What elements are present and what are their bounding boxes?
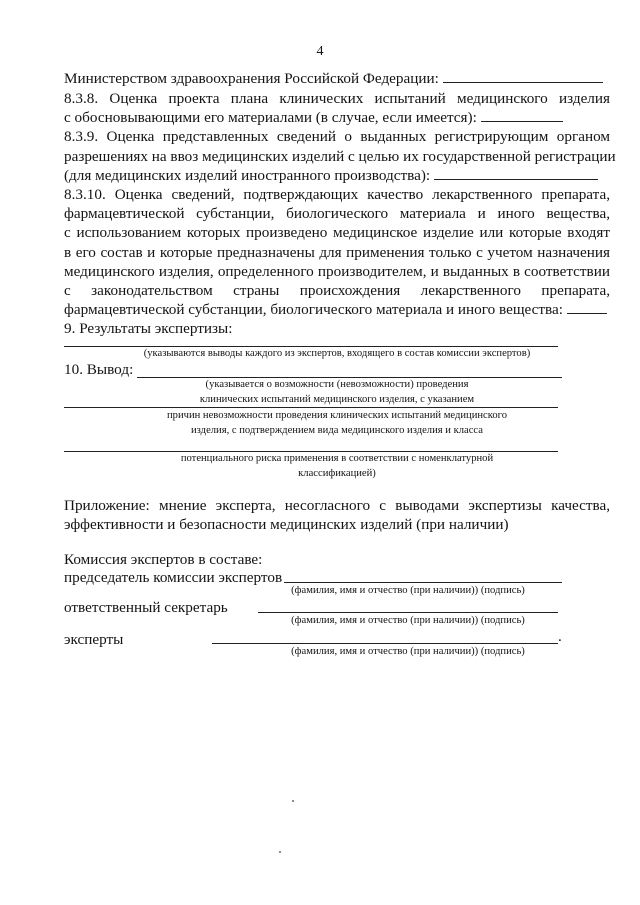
results-caption: (указываются выводы каждого из экспертов, входящего в состав комиссии экспертов) <box>143 348 531 359</box>
secretary-signature-line <box>258 612 558 613</box>
scan-speck <box>279 851 281 853</box>
item-8-3-10-line-3: с использованием которых произведено медицинское изделие или которые входят <box>64 224 610 241</box>
conclusion-caption-2: клинических испытаний медицинского изделия, с указанием <box>199 394 475 405</box>
experts-label: эксперты <box>64 631 124 648</box>
item-8-3-8-text: с обосновывающими его материалами (в случае, если имеется): <box>64 109 477 126</box>
ministry-text: Министерством здравоохранения Российской Федерации: <box>64 70 439 87</box>
blank-field <box>443 70 603 83</box>
experts-signature-line <box>212 643 558 644</box>
blank-field <box>567 301 607 314</box>
item-8-3-9-text: (для медицинских изделий иностранного производства): <box>64 167 431 184</box>
conclusion-caption-4: изделия, с подтверждением вида медицинского изделия и класса <box>191 425 483 436</box>
secretary-signature-caption: (фамилия, имя и отчество (при наличии)) (подпись) <box>291 615 525 626</box>
item-8-3-10-line-4: в его состав и которые предназначены для применения только с учетом назначения <box>64 244 610 261</box>
secretary-label: ответственный секретарь <box>64 599 228 616</box>
blank-field <box>434 167 598 180</box>
experts-signature-caption: (фамилия, имя и отчество (при наличии)) (подпись) <box>291 646 525 657</box>
page-number: 4 <box>316 44 324 59</box>
item-8-3-10-line-7 <box>64 301 610 319</box>
item-8-3-10-line-1: 8.3.10. Оценка сведений, подтверждающих качество лекарственного препарата, <box>64 186 610 203</box>
conclusion-caption-3: причин невозможности проведения клинических испытаний медицинского <box>166 410 508 421</box>
appendix-line-1: Приложение: мнение эксперта, несогласного с выводами экспертизы качества, <box>64 497 610 514</box>
item-8-3-10-line-6: с законодательством страны происхождения лекарственного препарата, <box>64 282 610 299</box>
experts-end-mark: . <box>558 628 562 645</box>
item-8-3-10-text: фармацевтической субстанции, биологического материала и иного вещества: <box>64 301 563 318</box>
item-8-3-8-line-2 <box>64 109 610 127</box>
chair-signature-caption: (фамилия, имя и отчество (при наличии)) (подпись) <box>291 585 525 596</box>
item-8-3-9-line-1: 8.3.9. Оценка представленных сведений о выданных регистрирующим органом <box>64 128 610 145</box>
item-8-3-9-line-3 <box>64 167 610 185</box>
scan-speck <box>292 800 294 802</box>
blank-field <box>481 109 563 122</box>
item-8-3-10-line-5: медицинского изделия, определенного производителем, и выданных в соответствии <box>64 263 610 280</box>
item-8-3-8-line-1: 8.3.8. Оценка проекта плана клинических испытаний медицинского изделия <box>64 90 610 107</box>
appendix-line-2: эффективности и безопасности медицинских изделий (при наличии) <box>64 516 509 533</box>
conclusion-rule-2 <box>64 407 558 408</box>
ministry-line <box>64 70 610 88</box>
conclusion-caption-6: классификацией) <box>298 468 376 479</box>
conclusion-caption-5: потенциального риска применения в соответствии с номенклатурной <box>180 453 494 464</box>
conclusion-label: 10. Вывод: <box>64 361 134 378</box>
item-8-3-9-line-2: разрешениях на ввоз медицинских изделий с целью их государственной регистрации <box>64 148 616 165</box>
results-heading: 9. Результаты экспертизы: <box>64 320 233 337</box>
chair-signature-line <box>284 582 562 583</box>
chair-label: председатель комиссии экспертов <box>64 569 283 586</box>
item-8-3-10-line-2: фармацевтической субстанции, биологического материала и иного вещества, <box>64 205 610 222</box>
conclusion-caption-1: (указывается о возможности (невозможности) проведения <box>205 379 469 390</box>
commission-heading: Комиссия экспертов в составе: <box>64 551 263 568</box>
